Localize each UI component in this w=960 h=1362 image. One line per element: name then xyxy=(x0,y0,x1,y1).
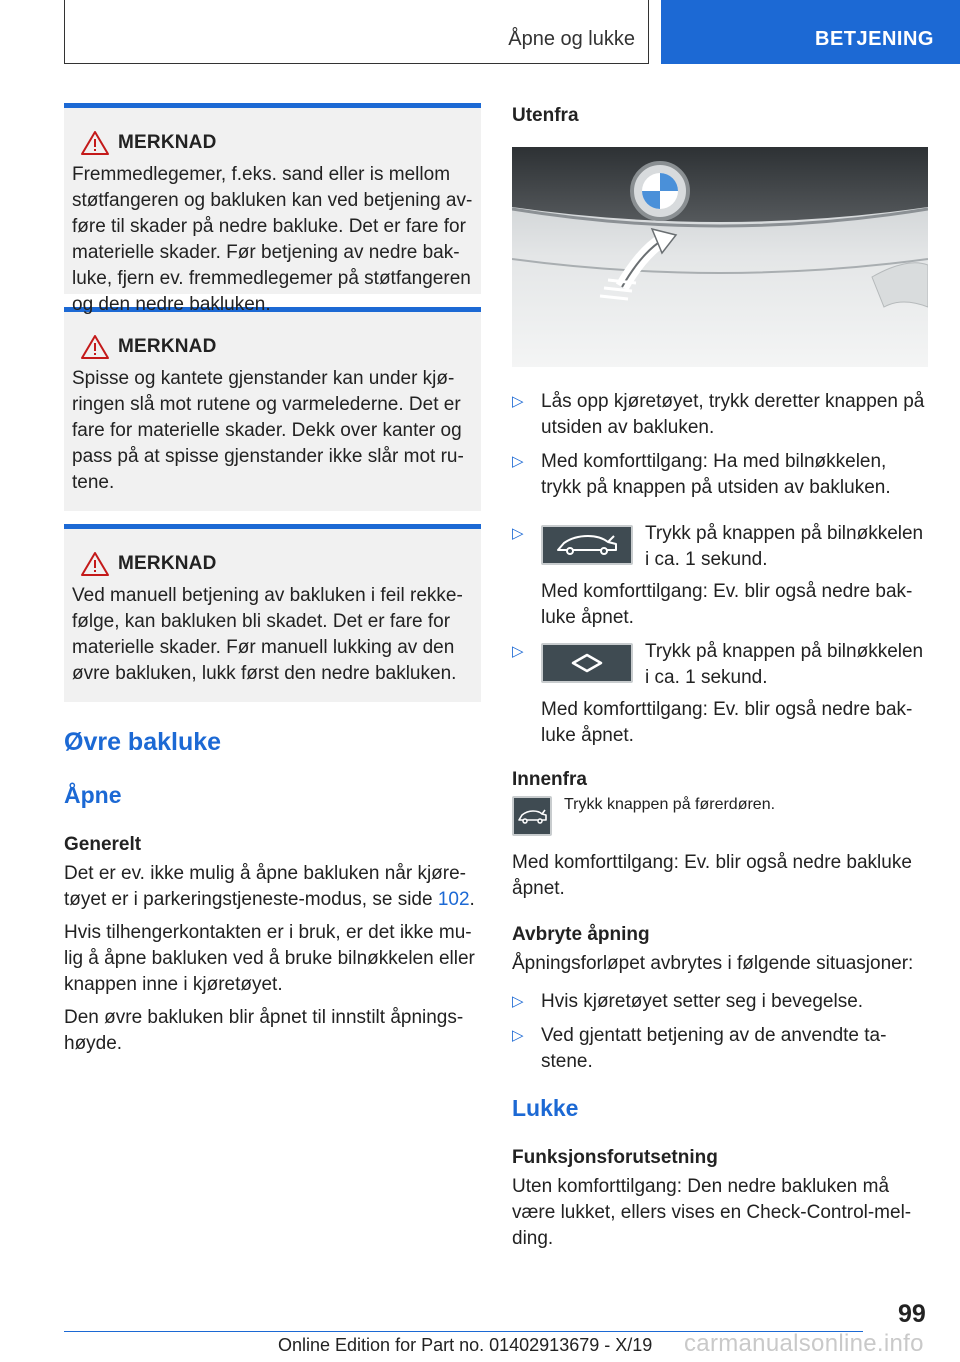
header-chapter-tab[interactable]: BETJENING xyxy=(661,0,960,64)
body-text: . xyxy=(469,889,475,910)
left-column xyxy=(64,103,481,1064)
warning-icon xyxy=(80,334,110,360)
body-paragraph: Hvis tilhengerkontakten er i bruk, er det ikke mu-lig å åpne bakluken ved å bruke bilnøkkelen eller knappen inne i kjøretøyet. xyxy=(64,922,475,995)
paragraph-heading: Innenfra xyxy=(512,769,587,790)
list-item xyxy=(512,639,928,749)
section-heading: Øvre bakluke xyxy=(64,728,222,756)
body-paragraph: Uten komforttilgang: Den nedre bakluken må være lukket, ellers vises en Check-Control-mel-ding. xyxy=(512,1176,912,1249)
subsection-heading: Åpne xyxy=(64,782,122,808)
list-item xyxy=(512,449,928,501)
list-item-text: Med komforttilgang: Ha med bilnøkkelen, trykk på knappen på utsiden av bakluken. xyxy=(541,451,891,498)
notice-header xyxy=(72,130,473,156)
tailgate-button-photo xyxy=(512,147,928,367)
bullet-icon: ▷ xyxy=(512,993,524,1010)
list-item-text: Hvis kjøretøyet setter seg i bevegelse. xyxy=(541,991,864,1012)
key-instruction xyxy=(541,639,928,691)
body-paragraph: Den øvre bakluken blir åpnet til innstilt åpnings-høyde. xyxy=(64,1007,464,1054)
inside-button-instruction xyxy=(512,796,928,836)
list-item-text: Ved gjentatt betjening av de anvendte ta-stene. xyxy=(541,1025,887,1072)
page-number: 99 xyxy=(898,1300,926,1328)
paragraph-heading: Generelt xyxy=(64,834,142,855)
notice-box xyxy=(64,103,481,315)
notice-box xyxy=(64,307,481,511)
paragraph-heading: Utenfra xyxy=(512,105,579,126)
warning-icon xyxy=(80,130,110,156)
body-paragraph xyxy=(64,861,481,913)
notice-text: Fremmedlegemer, f.eks. sand eller is mellom støtfangeren og bakluken kan ved betjening av-føre til skader på nedre bakluke. Det er fare for materielle skader. Før betjening av nedre bak-luke, fjern ev. fremmedlegemer på støtfangeren og den nedre bakluken. xyxy=(72,164,473,315)
notice-text: Ved manuell betjening av bakluken i feil rekke-følge, kan bakluken bli skadet. Det er fare for materielle skader. Før manuell lukking av den øvre bakluken, lukk først den nedre bakluken. xyxy=(72,585,463,684)
bullet-icon: ▷ xyxy=(512,453,524,470)
warning-icon xyxy=(80,551,110,577)
right-column xyxy=(512,103,928,1259)
body-text: Det er ev. ikke mulig å åpne bakluken når kjøre-tøyet er i parkeringstjeneste-modus, se side xyxy=(64,863,466,910)
list-item xyxy=(512,389,928,441)
key-instruction-note: Med komforttilgang: Ev. blir også nedre bak-luke åpnet. xyxy=(541,699,913,746)
list-item-text: Lås opp kjøretøyet, trykk deretter knappen på utsiden av bakluken. xyxy=(541,391,925,438)
list-item xyxy=(512,1023,928,1075)
instruction-list xyxy=(512,389,928,749)
notice-title: MERKNAD xyxy=(118,553,217,574)
footer-edition-text: Online Edition for Part no. 01402913679 - X/19 xyxy=(278,1335,653,1355)
paragraph-heading: Avbryte åpning xyxy=(512,924,650,945)
key-instruction-note: Med komforttilgang: Ev. blir også nedre bak-luke åpnet. xyxy=(541,581,913,628)
paragraph-heading: Funksjonsforutsetning xyxy=(512,1147,718,1168)
header-section-title: Åpne og lukke xyxy=(508,28,635,50)
instruction-text: Trykk knappen på førerdøren. xyxy=(564,796,776,813)
subsection-heading: Lukke xyxy=(512,1095,579,1121)
car-tailgate-key-icon xyxy=(541,525,633,565)
notice-text: Spisse og kantete gjenstander kan under kjø-ringen slå mot rutene og varmelederne. Det er fare for materielle skader. Dekk over kanter og pass på at spisse gjenstander ikke slår mot ru-tene. xyxy=(72,368,464,493)
bullet-icon: ▷ xyxy=(512,525,524,542)
notice-title: MERKNAD xyxy=(118,336,217,357)
notice-box xyxy=(64,524,481,702)
key-instruction xyxy=(541,521,928,573)
bullet-icon: ▷ xyxy=(512,643,524,660)
open-key-button-icon xyxy=(541,643,633,683)
key-instruction-text: Trykk på knappen på bilnøkkelen i ca. 1 sekund. xyxy=(645,641,924,688)
body-paragraph: Åpningsforløpet avbrytes i følgende situasjoner: xyxy=(512,953,914,974)
body-paragraph: Med komforttilgang: Ev. blir også nedre bakluke åpnet. xyxy=(512,852,912,899)
notice-header xyxy=(72,551,473,577)
key-instruction-text: Trykk på knappen på bilnøkkelen i ca. 1 sekund. xyxy=(645,523,924,570)
list-item xyxy=(512,521,928,631)
car-tailgate-button-icon xyxy=(512,796,552,836)
bullet-icon: ▷ xyxy=(512,1027,524,1044)
page-reference-link[interactable]: 102 xyxy=(437,889,470,910)
notice-title: MERKNAD xyxy=(118,132,217,153)
list-item xyxy=(512,989,928,1015)
notice-header xyxy=(72,334,473,360)
bullet-icon: ▷ xyxy=(512,393,524,410)
watermark: carmanualsonline.info xyxy=(684,1330,924,1357)
condition-list xyxy=(512,989,928,1075)
